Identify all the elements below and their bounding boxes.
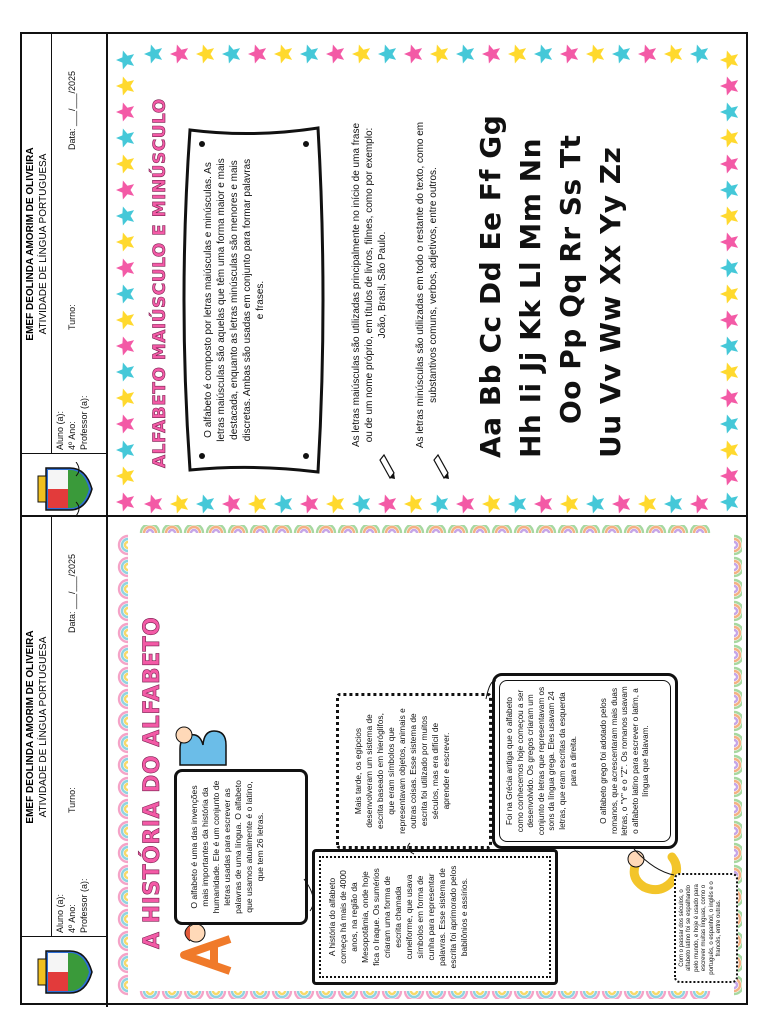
star-icon: [720, 77, 738, 96]
star-icon: [326, 495, 344, 514]
rainbow-icon: [427, 525, 445, 533]
rainbow-icon: [119, 888, 128, 906]
rainbow-icon: [559, 525, 577, 533]
school-title: [22, 34, 52, 454]
star-icon: [482, 495, 500, 514]
alfabeto-content: [114, 42, 742, 516]
rainbow-icon: [493, 525, 511, 533]
star-icon: [352, 45, 370, 64]
letters-row-1: Aa Bb Cc Dd Ee Ff Gg: [474, 114, 507, 458]
historia-title: A HISTÓRIA DO ALFABETO: [140, 616, 165, 949]
rainbow-icon: [537, 991, 555, 999]
school-crest: [22, 936, 108, 1007]
star-icon: [586, 45, 604, 64]
rainbow-icon: [119, 866, 128, 884]
rainbow-icon: [383, 525, 401, 533]
star-icon: [456, 495, 474, 514]
bullet-1-text: As letras maiúsculas são utilizadas principalmente no início de uma frase ou de um nome próprio, em títulos de livros, filmes, como por exemplo: João, Brasil, São Paulo.: [351, 122, 388, 448]
rainbow-icon: [734, 646, 742, 664]
history-box-1-text: A história do alfabeto começa há mais de 4000 anos, na região da Mesopotâmia, onde hoje fica o Iraque. Os sumérios criaram uma forma de escrita chamada cuneiforme, que usava símbolos em forma de cunha para representar palavras. Esse sistema de escrita foi aprimorado pelos babilônios e assírios.: [327, 865, 469, 969]
rainbow-icon: [119, 646, 128, 664]
star-icon: [720, 467, 738, 486]
worksheet-historia-content: [22, 517, 750, 1007]
rainbow-icon: [141, 525, 159, 533]
star-icon: [274, 45, 292, 64]
rainbow-icon: [273, 991, 291, 999]
rainbow-icon: [603, 991, 621, 999]
rainbow-icon: [251, 991, 269, 999]
rainbow-icon: [734, 756, 742, 774]
rainbow-icon: [317, 991, 335, 999]
star-icon: [404, 45, 422, 64]
rainbow-icon: [734, 668, 742, 686]
rainbow-icon: [119, 536, 128, 554]
history-box-2: [336, 693, 492, 849]
star-icon: [720, 207, 738, 226]
star-icon: [720, 389, 738, 408]
ano-label: 4º Ano:: [67, 904, 77, 933]
rainbow-icon: [405, 525, 423, 533]
pencil-icon: [430, 452, 450, 480]
star-icon: [720, 337, 738, 356]
star-icon: [378, 495, 396, 514]
history-box-5-text: Com o passar dos séculos, o alfabeto latino foi se espalhando pelo mundo, e hoje é usado para escrever muitas línguas, como o português, o espanhol, o inglês e o francês, entre outras.: [679, 881, 723, 975]
rainbow-icon: [734, 734, 742, 752]
star-icon: [116, 233, 134, 252]
intro-text: O alfabeto é composto por letras maiúsculas e minúsculas. As letras maiúsculas são aquelas que têm uma forma maior e mais destacada, enquanto as letras minúsculas são menores e mais discretas. Ambas são usadas em conjunto para formar palavras e frases.: [203, 158, 266, 442]
star-icon: [720, 493, 738, 512]
turno-label: Turno:: [67, 304, 77, 330]
star-icon: [116, 77, 134, 96]
rainbow-icon: [734, 602, 742, 620]
star-icon: [116, 415, 134, 434]
pencil-icon: [376, 452, 396, 480]
star-icon: [482, 45, 500, 64]
star-icon: [586, 495, 604, 514]
subject-name: ATIVIDADE DE LÍNGUA PORTUGUESA: [38, 636, 49, 818]
star-icon: [326, 45, 344, 64]
star-icon: [456, 45, 474, 64]
star-icon: [248, 45, 266, 64]
star-icon: [196, 45, 214, 64]
rainbow-icon: [229, 525, 247, 533]
rainbow-icon: [734, 580, 742, 598]
rainbow-icon: [119, 690, 128, 708]
rainbow-icon: [119, 976, 128, 994]
star-icon: [638, 45, 656, 64]
rainbow-icon: [207, 525, 225, 533]
rainbow-icon: [119, 844, 128, 862]
star-icon: [116, 103, 134, 122]
ano-label: 4º Ano:: [67, 421, 77, 450]
rainbow-icon: [295, 991, 313, 999]
intro-box: [174, 769, 308, 925]
rainbow-icon: [691, 991, 709, 999]
rainbow-icon: [734, 844, 742, 862]
star-icon: [116, 467, 134, 486]
star-icon: [534, 495, 552, 514]
star-icon: [222, 495, 240, 514]
star-icon: [116, 181, 134, 200]
rainbow-icon: [734, 536, 742, 554]
star-icon: [116, 337, 134, 356]
crest-icon: [36, 462, 94, 516]
rainbow-icon: [317, 525, 335, 533]
star-icon: [170, 45, 188, 64]
worksheet-header: [22, 34, 108, 524]
rainbow-icon: [471, 525, 489, 533]
star-icon: [352, 495, 370, 514]
alphabet-letters: [474, 115, 634, 458]
rainbow-icon: [119, 910, 128, 928]
rainbow-icon: [581, 991, 599, 999]
rainbow-icon: [734, 822, 742, 840]
rainbow-icon: [603, 525, 621, 533]
star-icon: [560, 45, 578, 64]
student-fields: [54, 521, 90, 933]
rainbow-icon: [295, 525, 313, 533]
history-box-4-text: O alfabeto grego foi adotado pelos romanos, que acrescentaram mais duas letras, o "Y" e o "Z". Os romanos usavam o alfabeto latino para escrever o latim, a língua que falavam.: [599, 686, 651, 836]
star-icon: [720, 233, 738, 252]
star-icon: [430, 45, 448, 64]
letters-row-3: Oo Pp Qq Rr Ss Tt: [554, 134, 587, 424]
worksheet-historia: [20, 515, 748, 1005]
history-box-3-text: Foi na Grécia antiga que o alfabeto como conhecemos hoje começou a ser desenvolvido. Os gregos criaram um conjunto de letras que representavam os sons da língua grega. Eles usavam 24 letras, que eram escritas da esquerda para a direita.: [505, 686, 578, 836]
rainbow-icon: [207, 991, 225, 999]
star-icon: [720, 285, 738, 304]
star-icon: [612, 495, 630, 514]
rainbow-icon: [141, 991, 159, 999]
rainbow-icon: [251, 525, 269, 533]
star-icon: [720, 155, 738, 174]
star-icon: [720, 129, 738, 148]
star-icon: [690, 45, 708, 64]
rainbow-icon: [119, 954, 128, 972]
rainbow-icon: [734, 624, 742, 642]
rainbow-icon: [691, 525, 709, 533]
star-icon: [720, 103, 738, 122]
rainbow-icon: [647, 991, 665, 999]
professor-label: Professor (a):: [79, 878, 89, 933]
rainbow-icon: [405, 991, 423, 999]
star-icon: [116, 389, 134, 408]
rainbow-icon: [119, 734, 128, 752]
star-icon: [560, 495, 578, 514]
school-name: EMEF DEOLINDA AMORIM DE OLIVEIRA: [25, 147, 36, 341]
star-icon: [404, 495, 422, 514]
rainbow-icon: [471, 991, 489, 999]
history-box-1: [312, 849, 558, 985]
data-label: Data: ___/___/2025: [67, 70, 77, 150]
rainbow-icon: [383, 991, 401, 999]
rainbow-icon: [427, 991, 445, 999]
star-icon: [720, 363, 738, 382]
star-icon: [638, 495, 656, 514]
star-icon: [170, 495, 188, 514]
rainbow-icon: [669, 991, 687, 999]
rainbow-icon: [119, 624, 128, 642]
history-box-2-text: Mais tarde, os egípcios desenvolveram um sistema de escrita baseado em hieróglifos, que eram símbolos que representavam objetos, animais e outras coisas. Esse sistema de escrita foi utilizado por muitos séculos, mas era difícil de aprender e escrever.: [353, 708, 451, 834]
aluno-label: Aluno (a):: [55, 410, 65, 450]
historia-content: [114, 525, 742, 999]
rainbow-icon: [734, 778, 742, 796]
rainbow-icon: [537, 525, 555, 533]
star-icon: [196, 495, 214, 514]
intro-box: [178, 120, 328, 480]
letter-b-kid-illustration: [172, 723, 232, 775]
star-icon: [690, 495, 708, 514]
rainbow-icon: [734, 690, 742, 708]
alfabeto-title: ALFABETO MAIÚSCULO E MINÚSCULO: [150, 98, 170, 468]
subject-name: ATIVIDADE DE LÍNGUA PORTUGUESA: [38, 153, 49, 335]
rainbow-icon: [119, 778, 128, 796]
rainbow-icon: [734, 558, 742, 576]
star-icon: [116, 259, 134, 278]
rainbow-icon: [734, 800, 742, 818]
star-icon: [664, 495, 682, 514]
star-icon: [116, 311, 134, 330]
star-icon: [720, 415, 738, 434]
school-name: EMEF DEOLINDA AMORIM DE OLIVEIRA: [25, 630, 36, 824]
school-title: [22, 517, 52, 937]
rainbow-icon: [581, 525, 599, 533]
rainbow-icon: [669, 525, 687, 533]
rainbow-icon: [361, 525, 379, 533]
star-icon: [508, 45, 526, 64]
rainbow-icon: [515, 525, 533, 533]
star-icon: [144, 45, 162, 64]
rainbow-icon: [119, 756, 128, 774]
worksheet-header: [22, 517, 108, 1007]
rainbow-icon: [339, 525, 357, 533]
intro-text: O alfabeto é uma das invenções mais importantes da história da humanidade. Ele é um conjunto de letras usadas para escrever as palavras de uma língua. O alfabeto que usamos atualmente é o latino, que tem 26 letras.: [189, 780, 265, 914]
turno-label: Turno:: [67, 787, 77, 813]
rainbow-icon: [361, 991, 379, 999]
rainbow-icon: [273, 525, 291, 533]
star-icon: [116, 207, 134, 226]
rainbow-icon: [119, 822, 128, 840]
rainbow-icon: [119, 558, 128, 576]
rainbow-icon: [449, 991, 467, 999]
star-icon: [144, 495, 162, 514]
rainbow-icon: [119, 800, 128, 818]
star-icon: [116, 285, 134, 304]
rainbow-icon: [119, 932, 128, 950]
bullet-2-text: As letras minúsculas são utilizadas em todo o restante do texto, como em substantivos comuns, verbos, adjetivos, entre outros.: [415, 121, 439, 449]
star-icon: [720, 51, 738, 70]
star-icon: [222, 45, 240, 64]
rainbow-icon: [119, 580, 128, 598]
aluno-label: Aluno (a):: [55, 893, 65, 933]
letter-a-kid-illustration: [176, 923, 236, 977]
star-icon: [720, 259, 738, 278]
star-icon: [378, 45, 396, 64]
star-icon: [720, 181, 738, 200]
rainbow-icon: [185, 525, 203, 533]
star-icon: [116, 441, 134, 460]
letters-row-4: Uu Vv Ww Xx Yy Zz: [594, 146, 627, 458]
rainbow-icon: [734, 712, 742, 730]
rainbow-icon: [449, 525, 467, 533]
star-icon: [508, 495, 526, 514]
rainbow-icon: [119, 602, 128, 620]
rainbow-icon: [229, 991, 247, 999]
star-icon: [612, 45, 630, 64]
star-icon: [664, 45, 682, 64]
star-icon: [300, 495, 318, 514]
rainbow-icon: [625, 525, 643, 533]
worksheet-alfabeto: [20, 32, 748, 522]
data-label: Data: ___/___/2025: [67, 553, 77, 633]
rainbow-icon: [515, 991, 533, 999]
star-icon: [720, 311, 738, 330]
rainbow-icon: [119, 668, 128, 686]
rainbow-icon: [559, 991, 577, 999]
student-fields: [54, 38, 90, 450]
rainbow-icon: [163, 525, 181, 533]
star-icon: [116, 51, 134, 70]
star-icon: [116, 363, 134, 382]
rainbow-icon: [493, 991, 511, 999]
star-icon: [300, 45, 318, 64]
star-icon: [534, 45, 552, 64]
worksheet-alfabeto-content: [22, 34, 750, 524]
rainbow-icon: [625, 991, 643, 999]
star-icon: [116, 155, 134, 174]
star-icon: [274, 495, 292, 514]
star-icon: [116, 129, 134, 148]
star-icon: [248, 495, 266, 514]
history-box-3: [492, 673, 678, 849]
professor-label: Professor (a):: [79, 395, 89, 450]
star-icon: [430, 495, 448, 514]
rainbow-icon: [163, 991, 181, 999]
star-icon: [116, 493, 134, 512]
crest-icon: [36, 945, 94, 999]
rainbow-icon: [185, 991, 203, 999]
rainbow-icon: [339, 991, 357, 999]
history-box-5: [674, 873, 738, 983]
letters-row-2: Hh Ii Jj Kk Ll Mm Nn: [514, 137, 547, 458]
star-icon: [720, 441, 738, 460]
rainbow-icon: [647, 525, 665, 533]
rainbow-icon: [119, 712, 128, 730]
school-crest: [22, 453, 108, 524]
